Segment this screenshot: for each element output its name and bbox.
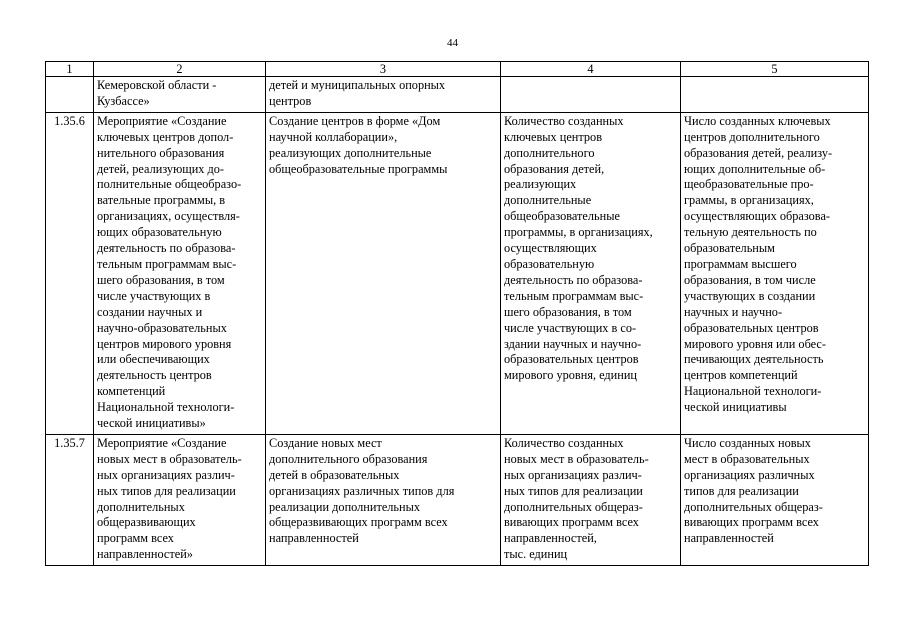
row-number-cell [46, 77, 94, 113]
column-header-1: 1 [46, 62, 94, 77]
data-table [45, 61, 869, 566]
column-header-5: 5 [681, 62, 869, 77]
indicator-cell [501, 77, 681, 113]
page-number: 44 [447, 37, 458, 49]
event-cell: Мероприятие «Создание ключевых центров допол- нительного образования детей, реализующих до- полнительные общеобразо- вательные программы, в организациях, осуществля- ющих образовательную деятельность по образова- тельным программам выс- шего образования, в том числе участвующих в создании научных и научно-образовательных центров мирового уровня или обеспечивающих деятельность центров компетенций Национальной технологи- ческой инициативы» [94, 112, 266, 434]
result-cell [681, 77, 869, 113]
event-cell: Кемеровской области - Кузбассе» [94, 77, 266, 113]
column-header-2: 2 [94, 62, 266, 77]
indicator-cell: Количество созданных ключевых центров дополнительного образования детей, реализующих дополнительные общеобразовательные программы, в организациях, осуществляющих образовательную деятельность по образова- тельным программам выс- шего образования, в том числе участвующих в со- здании научных и научно- образовательных центров мирового уровня, единиц [501, 112, 681, 434]
description-cell: детей и муниципальных опорных центров [266, 77, 501, 113]
table-row [46, 77, 869, 113]
column-header-3: 3 [266, 62, 501, 77]
indicator-cell: Количество созданных новых мест в образователь- ных организациях различ- ных типов для реализации дополнительных общераз- вивающих программ всех направленностей, тыс. единиц [501, 434, 681, 565]
row-number-cell: 1.35.6 [46, 112, 94, 434]
result-cell: Число созданных новых мест в образовательных организациях различных типов для реализации дополнительных общераз- вивающих программ всех направленностей [681, 434, 869, 565]
table-row [46, 434, 869, 565]
table-row [46, 112, 869, 434]
row-number-cell: 1.35.7 [46, 434, 94, 565]
description-cell: Создание центров в форме «Дом научной коллаборации», реализующих дополнительные общеобразовательные программы [266, 112, 501, 434]
column-header-4: 4 [501, 62, 681, 77]
description-cell: Создание новых мест дополнительного образования детей в образовательных организациях различных типов для реализации дополнительных общеразвивающих программ всех направленностей [266, 434, 501, 565]
result-cell: Число созданных ключевых центров дополнительного образования детей, реализу- ющих дополнительные об- щеобразовательные про- граммы, в организациях, осуществляющих образова- тельную деятельность по образовательным программам высшего образования, в том числе участвующих в создании научных и научно- образовательных центров мирового уровня или обес- печивающих деятельность центров компетенций Национальной технологи- ческой инициативы [681, 112, 869, 434]
header-row [46, 62, 869, 77]
event-cell: Мероприятие «Создание новых мест в образователь- ных организациях различ- ных типов для реализации дополнительных общеразвивающих программ всех направленностей» [94, 434, 266, 565]
